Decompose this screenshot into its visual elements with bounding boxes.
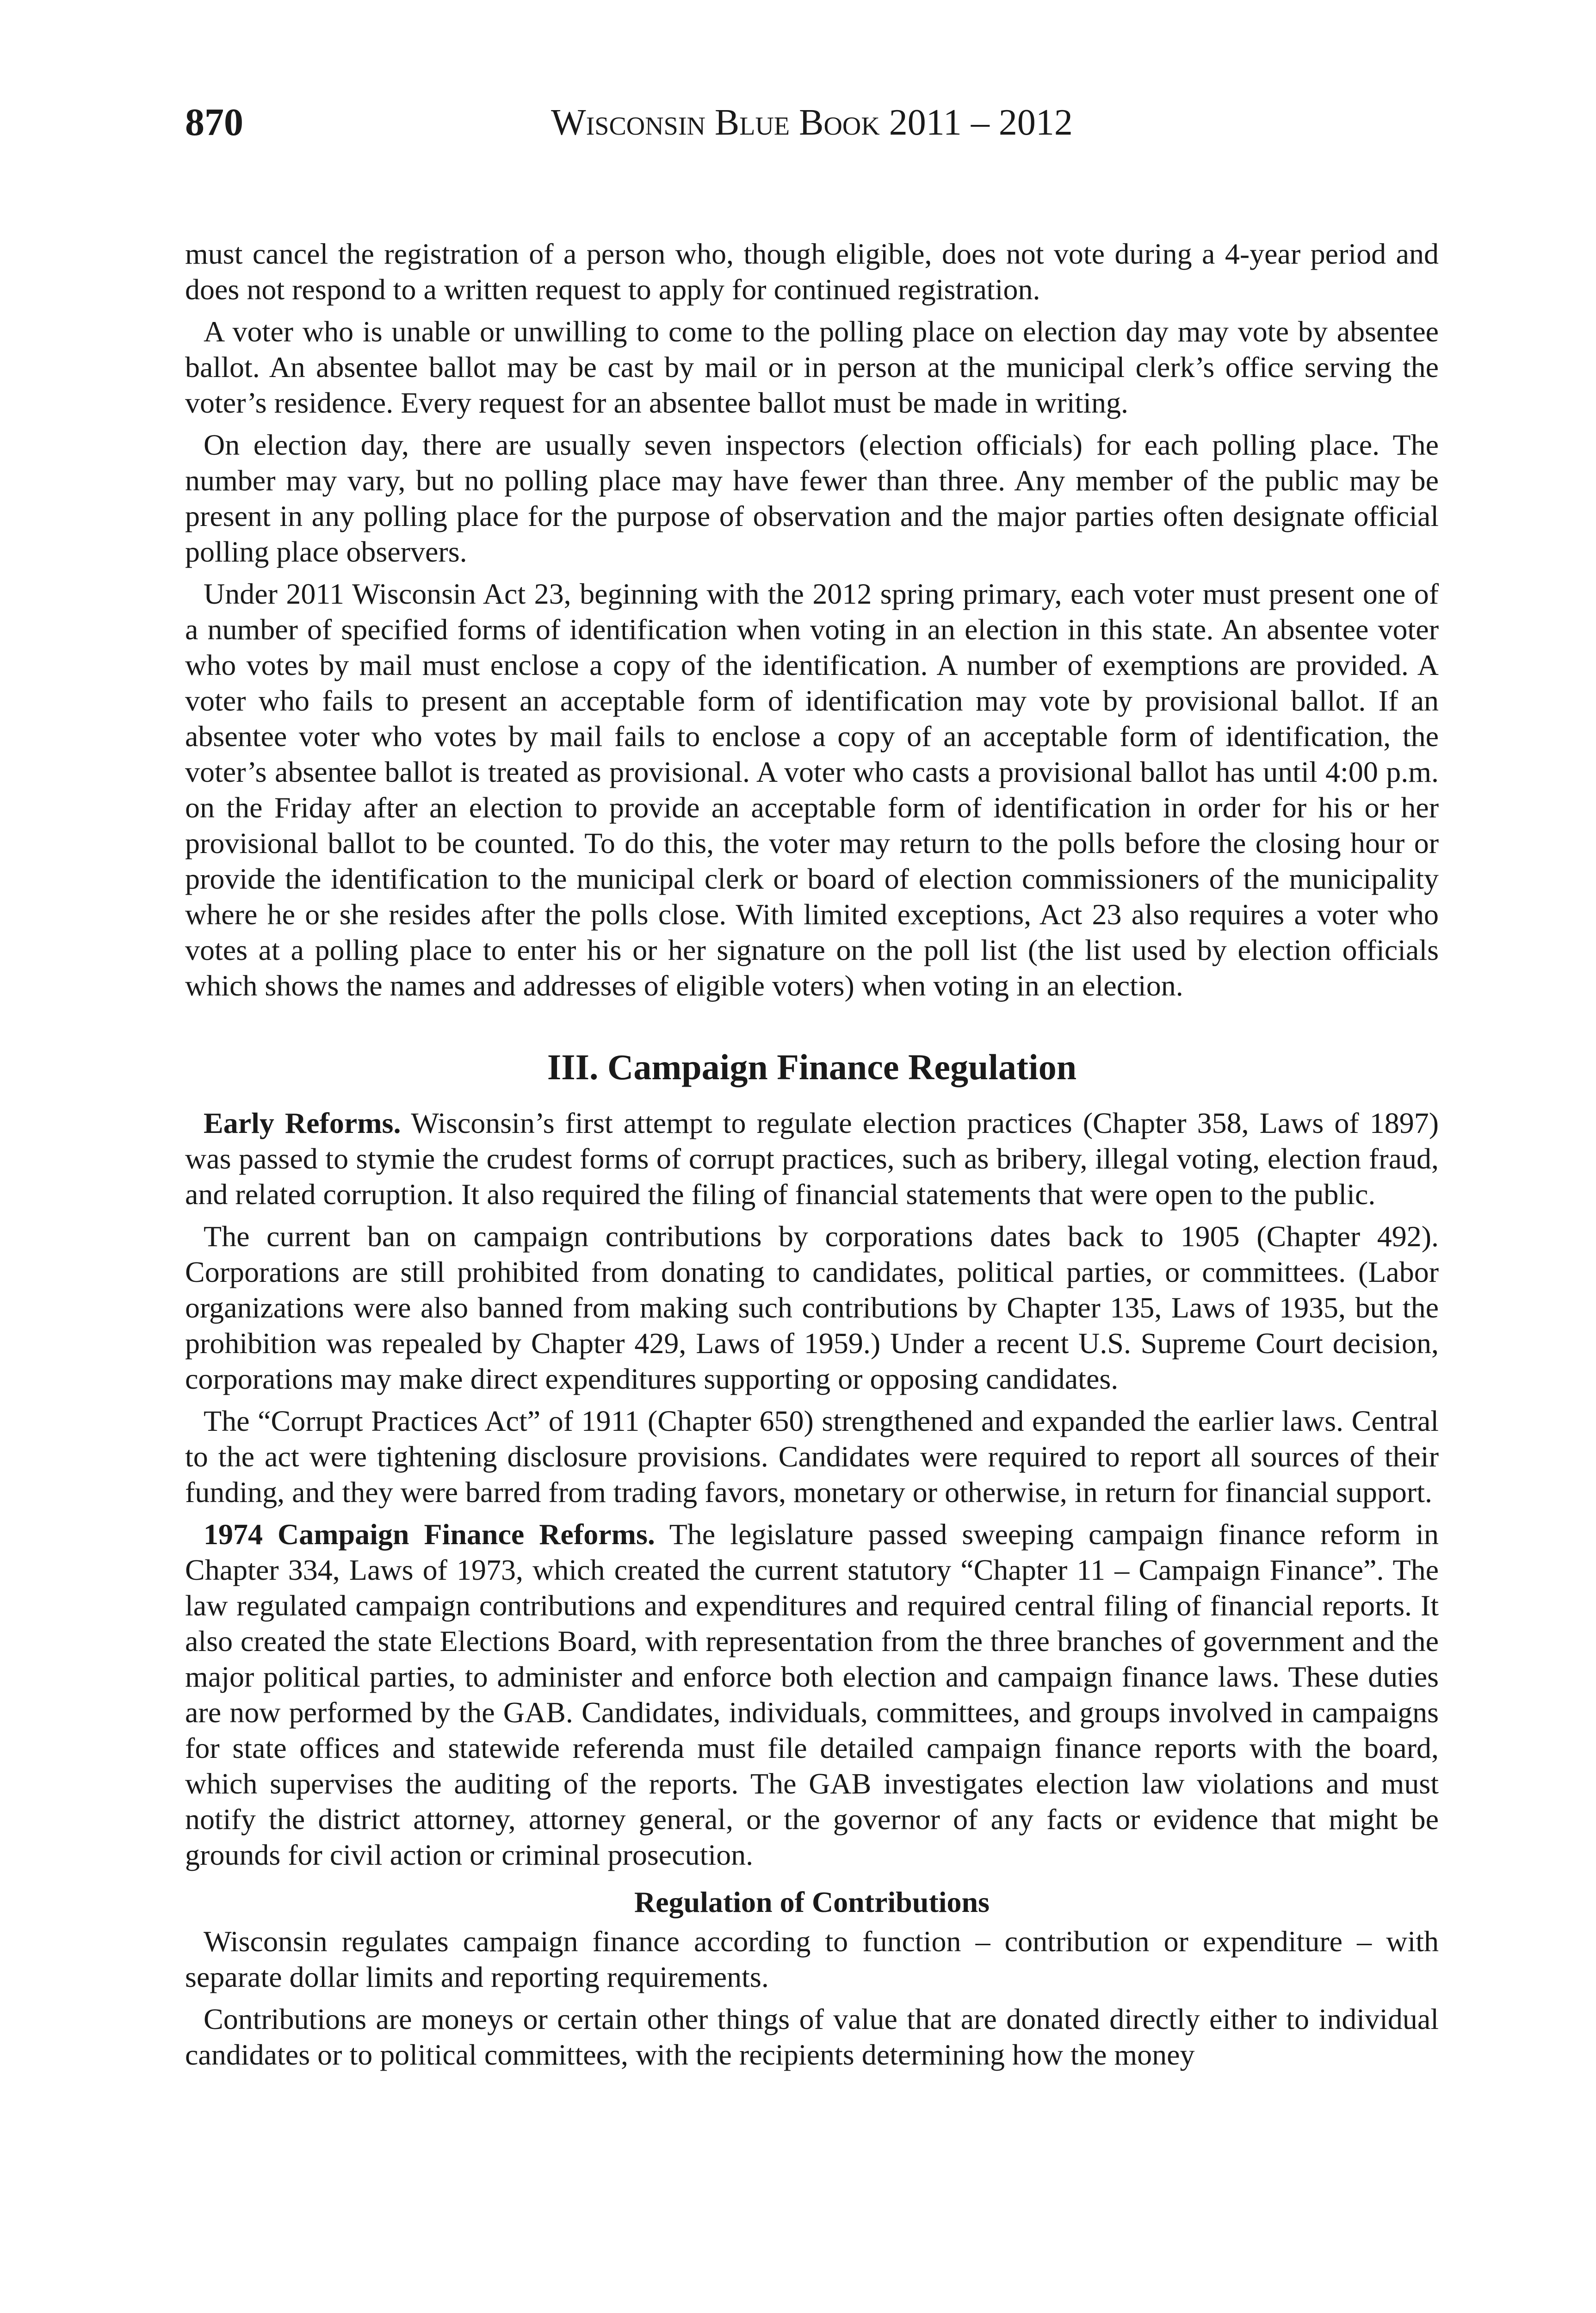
paragraph-voter-identification: Under 2011 Wisconsin Act 23, beginning with the 2012 spring primary, each voter must present one of a number of specified forms of identification when voting in an election in this state. An absentee voter who votes by mail must enclose a copy of the identification. A number of exemptions are provided. A voter who fails to present an acceptable form of identification may vote by provisional ballot. If an absentee voter who votes by mail fails to enclose a copy of an acceptable form of identification, the voter’s absentee ballot is treated as provisional. A voter who casts a provisional ballot has until 4:00 p.m. on the Friday after an election to provide an acceptable form of identification in order for his or her provisional ballot to be counted. To do this, the voter may return to the polls before the closing hour or provide the identification to the municipal clerk or board of election commissioners of the municipality where he or she resides after the polls close. With limited exceptions, Act 23 also requires a voter who votes at a polling place to enter his or her signature on the poll list (the list used by election officials which shows the names and addresses of eligible voters) when voting in an election. xyxy=(185,577,1439,1002)
early-reforms-lead: Early Reforms. xyxy=(204,1107,401,1139)
reforms-1974-text: The legislature passed sweeping campaign finance reform in Chapter 334, Laws of 1973, which created the current statutory “Chapter 11 – Campaign Finance”. The law regulated campaign contributions and expenditures and required central filing of financial reports. It also created the state Elections Board, with representation from the three branches of government and the major political parties, to administer and enforce both election and campaign finance laws. These duties are now performed by the GAB. Candidates, individuals, committees, and groups involved in campaigns for state offices and statewide referenda must file detailed campaign finance reports with the board, which supervises the auditing of the reports. The GAB investigates election law violations and must notify the district attorney, attorney general, or the governor of any facts or evidence that might be grounds for civil action or criminal prosecution. xyxy=(185,1518,1439,1871)
paragraph-early-reforms xyxy=(185,1105,1439,1212)
paragraph-contributions-defined: Contributions are moneys or certain other things of value that are donated directly either to individual candidates or to political committees, with the recipients determining how the money xyxy=(185,2003,1439,2071)
paragraph-corporate-ban: The current ban on campaign contributions by corporations dates back to 1905 (Chapter 492). Corporations are still prohibited from donating to candidates, political parties, or committees. (Labor organizations were also banned from making such contributions by Chapter 135, Laws of 1935, but the prohibition was repealed by Chapter 429, Laws of 1959.) Under a recent U.S. Supreme Court decision, corporations may make direct expenditures supporting or opposing candidates. xyxy=(185,1220,1439,1395)
paragraph-absentee-ballot: A voter who is unable or unwilling to come to the polling place on election day may vote by absentee ballot. An absentee ballot may be cast by mail or in person at the municipal clerk’s office serving the voter’s residence. Every request for an absentee ballot must be made in writing. xyxy=(185,315,1439,419)
reforms-1974-lead: 1974 Campaign Finance Reforms. xyxy=(204,1518,655,1551)
section-numeral: III. xyxy=(547,1047,599,1087)
paragraph-registration-cancel: must cancel the registration of a person who, though eligible, does not vote during a 4-year period and does not respond to a written request to apply for continued registration. xyxy=(185,237,1439,306)
early-reforms-text: Wisconsin’s first attempt to regulate election practices (Chapter 358, Laws of 1897) was passed to stymie the crudest forms of corrupt practices, such as bribery, illegal voting, election fraud, and related corruption. It also required the filing of financial statements that were open to the public. xyxy=(185,1107,1439,1211)
paragraph-1974-reforms xyxy=(185,1516,1439,1873)
paragraph-election-inspectors: On election day, there are usually seven inspectors (election officials) for each polling place. The number may vary, but no polling place may have fewer than three. Any member of the public may be present in any polling place for the purpose of observation and the major parties often designate official polling place observers. xyxy=(185,428,1439,568)
paragraph-corrupt-practices-act: The “Corrupt Practices Act” of 1911 (Chapter 650) strengthened and expanded the earlier laws. Central to the act were tightening disclosure provisions. Candidates were required to report all sources of their funding, and they were barred from trading favors, monetary or otherwise, in return for financial support. xyxy=(185,1404,1439,1509)
page-header xyxy=(185,99,1439,150)
section-title: Campaign Finance Regulation xyxy=(607,1047,1077,1087)
paragraph-regulation-function: Wisconsin regulates campaign finance according to function – contribution or expenditure – with separate dollar limits and reporting requirements. xyxy=(185,1925,1439,1993)
running-head: Wisconsin Blue Book 2011 – 2012 xyxy=(551,102,1073,143)
subheading-regulation-of-contributions: Regulation of Contributions xyxy=(634,1886,990,1918)
page-number: 870 xyxy=(185,101,243,144)
section-heading xyxy=(185,1045,1439,1089)
body-text xyxy=(185,236,1439,2079)
